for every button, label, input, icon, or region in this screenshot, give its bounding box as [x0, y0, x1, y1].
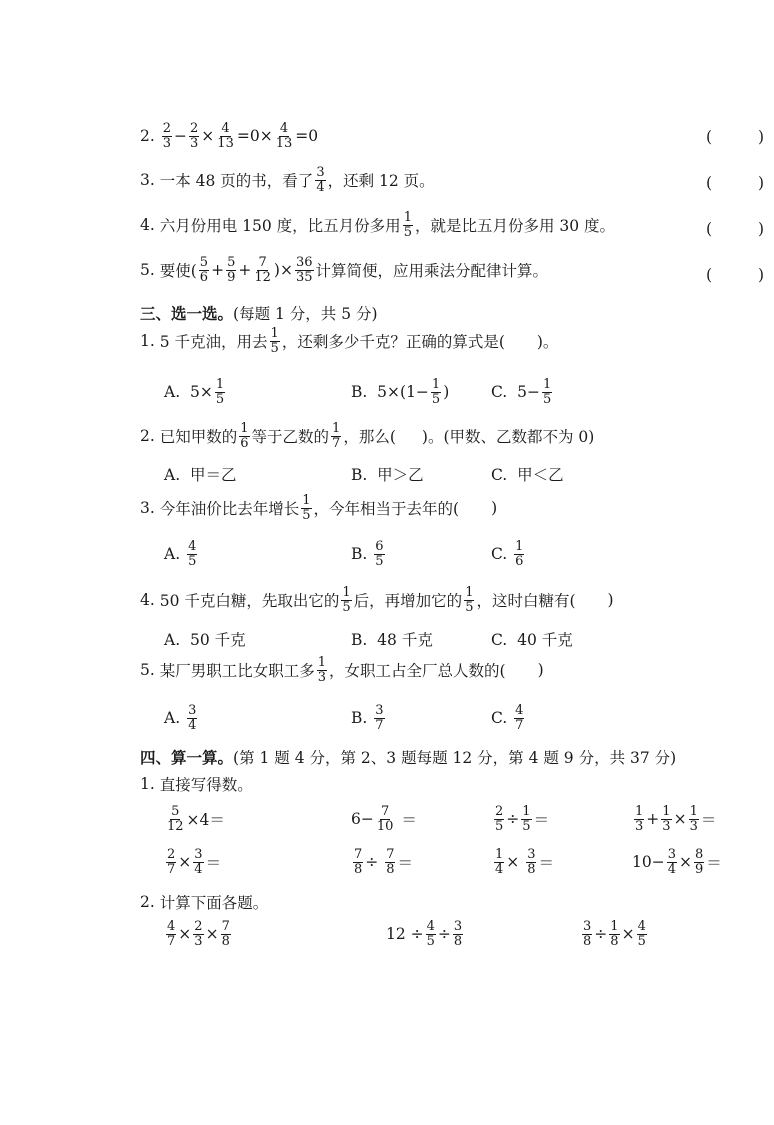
fraction: $\frac{1}{5}$: [215, 377, 225, 407]
fraction: $\frac{4}{13}$: [275, 121, 293, 151]
option-c[interactable]: C. $\frac{4}{7}$: [491, 703, 524, 733]
fraction: $\frac{1}{5}$: [403, 210, 412, 240]
calc-question-2: 2. 计算下面各题。: [140, 893, 269, 912]
fraction: $\frac{7}{8}$: [221, 919, 230, 949]
fraction: $\frac{2}{5}$: [495, 804, 504, 834]
fraction: $\frac{1}{5}$: [542, 377, 552, 407]
option-c[interactable]: C. 5− $\frac{1}{5}$: [491, 377, 552, 407]
fraction: $\frac{5}{9}$: [227, 255, 236, 285]
fraction: $\frac{4}{5}$: [426, 919, 435, 949]
fraction: $\frac{7}{8}$: [354, 847, 363, 877]
fraction: $\frac{4}{13}$: [217, 121, 234, 151]
option-a[interactable]: A. $\frac{4}{5}$: [164, 539, 197, 569]
fraction: $\frac{5}{12}$: [167, 804, 184, 834]
oral-calc-item: 10− $\frac{3}{4}$ × $\frac{8}{9}$ ＝: [632, 847, 722, 877]
fraction: $\frac{4}{7}$: [167, 919, 176, 949]
fraction: $\frac{3}{7}$: [375, 703, 384, 733]
choice-question-1: 1. 5 千克油，用去 $\frac{1}{5}$ ，还剩多少千克？正确的算式是( )。: [140, 326, 559, 356]
answer-bracket[interactable]: ( ): [706, 220, 764, 238]
fraction: $\frac{1}{4}$: [495, 847, 504, 877]
option-c[interactable]: C. 40 千克: [491, 631, 573, 649]
judge-question-5: 5. 要使( $\frac{5}{6}$ + $\frac{5}{9}$ + $\frac{7}{12}$ )× $\frac{36}{35}$ 计算简便，应用乘法分配律计算。: [140, 255, 549, 285]
option-a[interactable]: A. 50 千克: [164, 631, 246, 649]
fraction: $\frac{7}{12}$: [254, 255, 271, 285]
fraction: $\frac{3}{8}$: [583, 919, 592, 949]
choice-question-5: 5. 某厂男职工比女职工多 $\frac{1}{3}$ ，女职工占全厂总人数的( ): [140, 655, 544, 685]
question-number: 2.: [140, 127, 155, 146]
fraction: $\frac{1}{5}$: [431, 377, 441, 407]
fraction: $\frac{3}{4}$: [667, 847, 676, 877]
calc-item: $\frac{3}{8}$ ÷ $\frac{1}{8}$ × $\frac{4}{5}$: [583, 919, 646, 949]
fraction: $\frac{1}{3}$: [317, 655, 327, 685]
choice-question-4: 4. 50 千克白糖，先取出它的 $\frac{1}{5}$ 后，再增加它的 $\frac{1}{5}$ ，这时白糖有( ): [140, 585, 614, 615]
answer-bracket[interactable]: ( ): [706, 266, 764, 284]
fraction: $\frac{1}{5}$: [302, 493, 311, 523]
option-b[interactable]: B. $\frac{3}{7}$: [351, 703, 384, 733]
section-4-heading: [140, 746, 676, 768]
fraction: $\frac{2}{3}$: [194, 919, 203, 949]
section-title: 三、选一选。: [140, 304, 234, 323]
option-a[interactable]: A. $\frac{3}{4}$: [164, 703, 197, 733]
fraction: $\frac{1}{3}$: [662, 804, 671, 834]
fraction: $\frac{4}{5}$: [188, 539, 197, 569]
oral-calc-item: $\frac{1}{4}$ × $\frac{3}{8}$ ＝: [495, 847, 554, 877]
option-b[interactable]: B. $\frac{6}{5}$: [351, 539, 384, 569]
fraction: $\frac{1}{3}$: [635, 804, 644, 834]
fraction: $\frac{8}{9}$: [695, 847, 704, 877]
fraction: $\frac{4}{5}$: [637, 919, 646, 949]
oral-calc-item: $\frac{2}{7}$ × $\frac{3}{4}$ ＝: [167, 847, 222, 877]
section-3-heading: [140, 302, 378, 324]
fraction: $\frac{1}{5}$: [522, 804, 531, 834]
oral-calc-item: $\frac{5}{12}$ ×4＝: [167, 804, 225, 834]
fraction: $\frac{7}{8}$: [386, 847, 395, 877]
fraction: $\frac{7}{10}$: [376, 804, 394, 834]
fraction: $\frac{3}{4}$: [194, 847, 203, 877]
fraction: $\frac{5}{6}$: [199, 255, 209, 285]
answer-bracket[interactable]: ( ): [706, 174, 764, 192]
fraction: $\frac{1}{3}$: [689, 804, 698, 834]
section-note: (第 1 题 4 分，第 2、3 题每题 12 分，第 4 题 9 分，共 37 分): [233, 749, 677, 767]
fraction: $\frac{2}{3}$: [190, 121, 199, 151]
fraction: $\frac{1}{8}$: [610, 919, 619, 949]
oral-calc-item: $\frac{7}{8}$ ÷ $\frac{7}{8}$ ＝: [354, 847, 413, 877]
fraction: $\frac{1}{7}$: [332, 421, 341, 451]
fraction: $\frac{36}{35}$: [295, 255, 313, 285]
judge-question-2: 2. $\frac{2}{3}$ − $\frac{2}{3}$ × $\frac{4}{13}$ =0× $\frac{4}{13}$ =0: [140, 121, 319, 151]
fraction: $\frac{1}{6}$: [240, 421, 249, 451]
calc-item: 12 ÷ $\frac{4}{5}$ ÷ $\frac{3}{8}$: [386, 919, 463, 949]
fraction: $\frac{3}{4}$: [316, 165, 325, 195]
fraction: $\frac{2}{3}$: [162, 121, 172, 151]
calc-item: $\frac{4}{7}$ × $\frac{2}{3}$ × $\frac{7}{8}$: [167, 919, 230, 949]
oral-calc-item: $\frac{2}{5}$ ÷ $\frac{1}{5}$ ＝: [495, 804, 550, 834]
fraction: $\frac{1}{5}$: [270, 326, 279, 356]
oral-calc-item: $\frac{1}{3}$ + $\frac{1}{3}$ × $\frac{1}{3}$ ＝: [635, 804, 717, 834]
judge-question-4: 4. 六月份用电 150 度，比五月份多用 $\frac{1}{5}$ ，就是比五月份多用 30 度。: [140, 210, 616, 240]
answer-bracket[interactable]: ( ): [706, 128, 764, 146]
section-note: (每题 1 分，共 5 分): [233, 305, 378, 323]
option-a[interactable]: A. 甲＝乙: [164, 466, 237, 484]
fraction: $\frac{3}{8}$: [527, 847, 536, 877]
choice-question-2: 2. 已知甲数的 $\frac{1}{6}$ 等于乙数的 $\frac{1}{7}$ ，那么( )。(甲数、乙数都不为 0): [140, 421, 595, 451]
fraction: $\frac{2}{7}$: [167, 847, 176, 877]
option-b[interactable]: B. 5×(1− $\frac{1}{5}$ ): [351, 377, 450, 407]
calc-question-1: 1. 直接写得数。: [140, 775, 253, 794]
oral-calc-item: 6− $\frac{7}{10}$ ＝: [351, 804, 417, 834]
option-b[interactable]: B. 甲＞乙: [351, 466, 424, 484]
section-title: 四、算一算。: [140, 748, 234, 767]
choice-question-3: 3. 今年油价比去年增长 $\frac{1}{5}$ ，今年相当于去年的( ): [140, 493, 498, 523]
fraction: $\frac{1}{6}$: [515, 539, 524, 569]
fraction: $\frac{3}{4}$: [188, 703, 197, 733]
fraction: $\frac{3}{8}$: [453, 919, 463, 949]
fraction: $\frac{6}{5}$: [375, 539, 384, 569]
option-b[interactable]: B. 48 千克: [351, 631, 433, 649]
option-c[interactable]: C. $\frac{1}{6}$: [491, 539, 524, 569]
fraction: $\frac{1}{5}$: [342, 585, 351, 615]
option-a[interactable]: A. 5× $\frac{1}{5}$: [164, 377, 225, 407]
fraction: $\frac{1}{5}$: [465, 585, 474, 615]
judge-question-3: 3. 一本 48 页的书，看了 $\frac{3}{4}$ ，还剩 12 页。: [140, 165, 435, 195]
option-c[interactable]: C. 甲＜乙: [491, 466, 564, 484]
fraction: $\frac{4}{7}$: [515, 703, 524, 733]
